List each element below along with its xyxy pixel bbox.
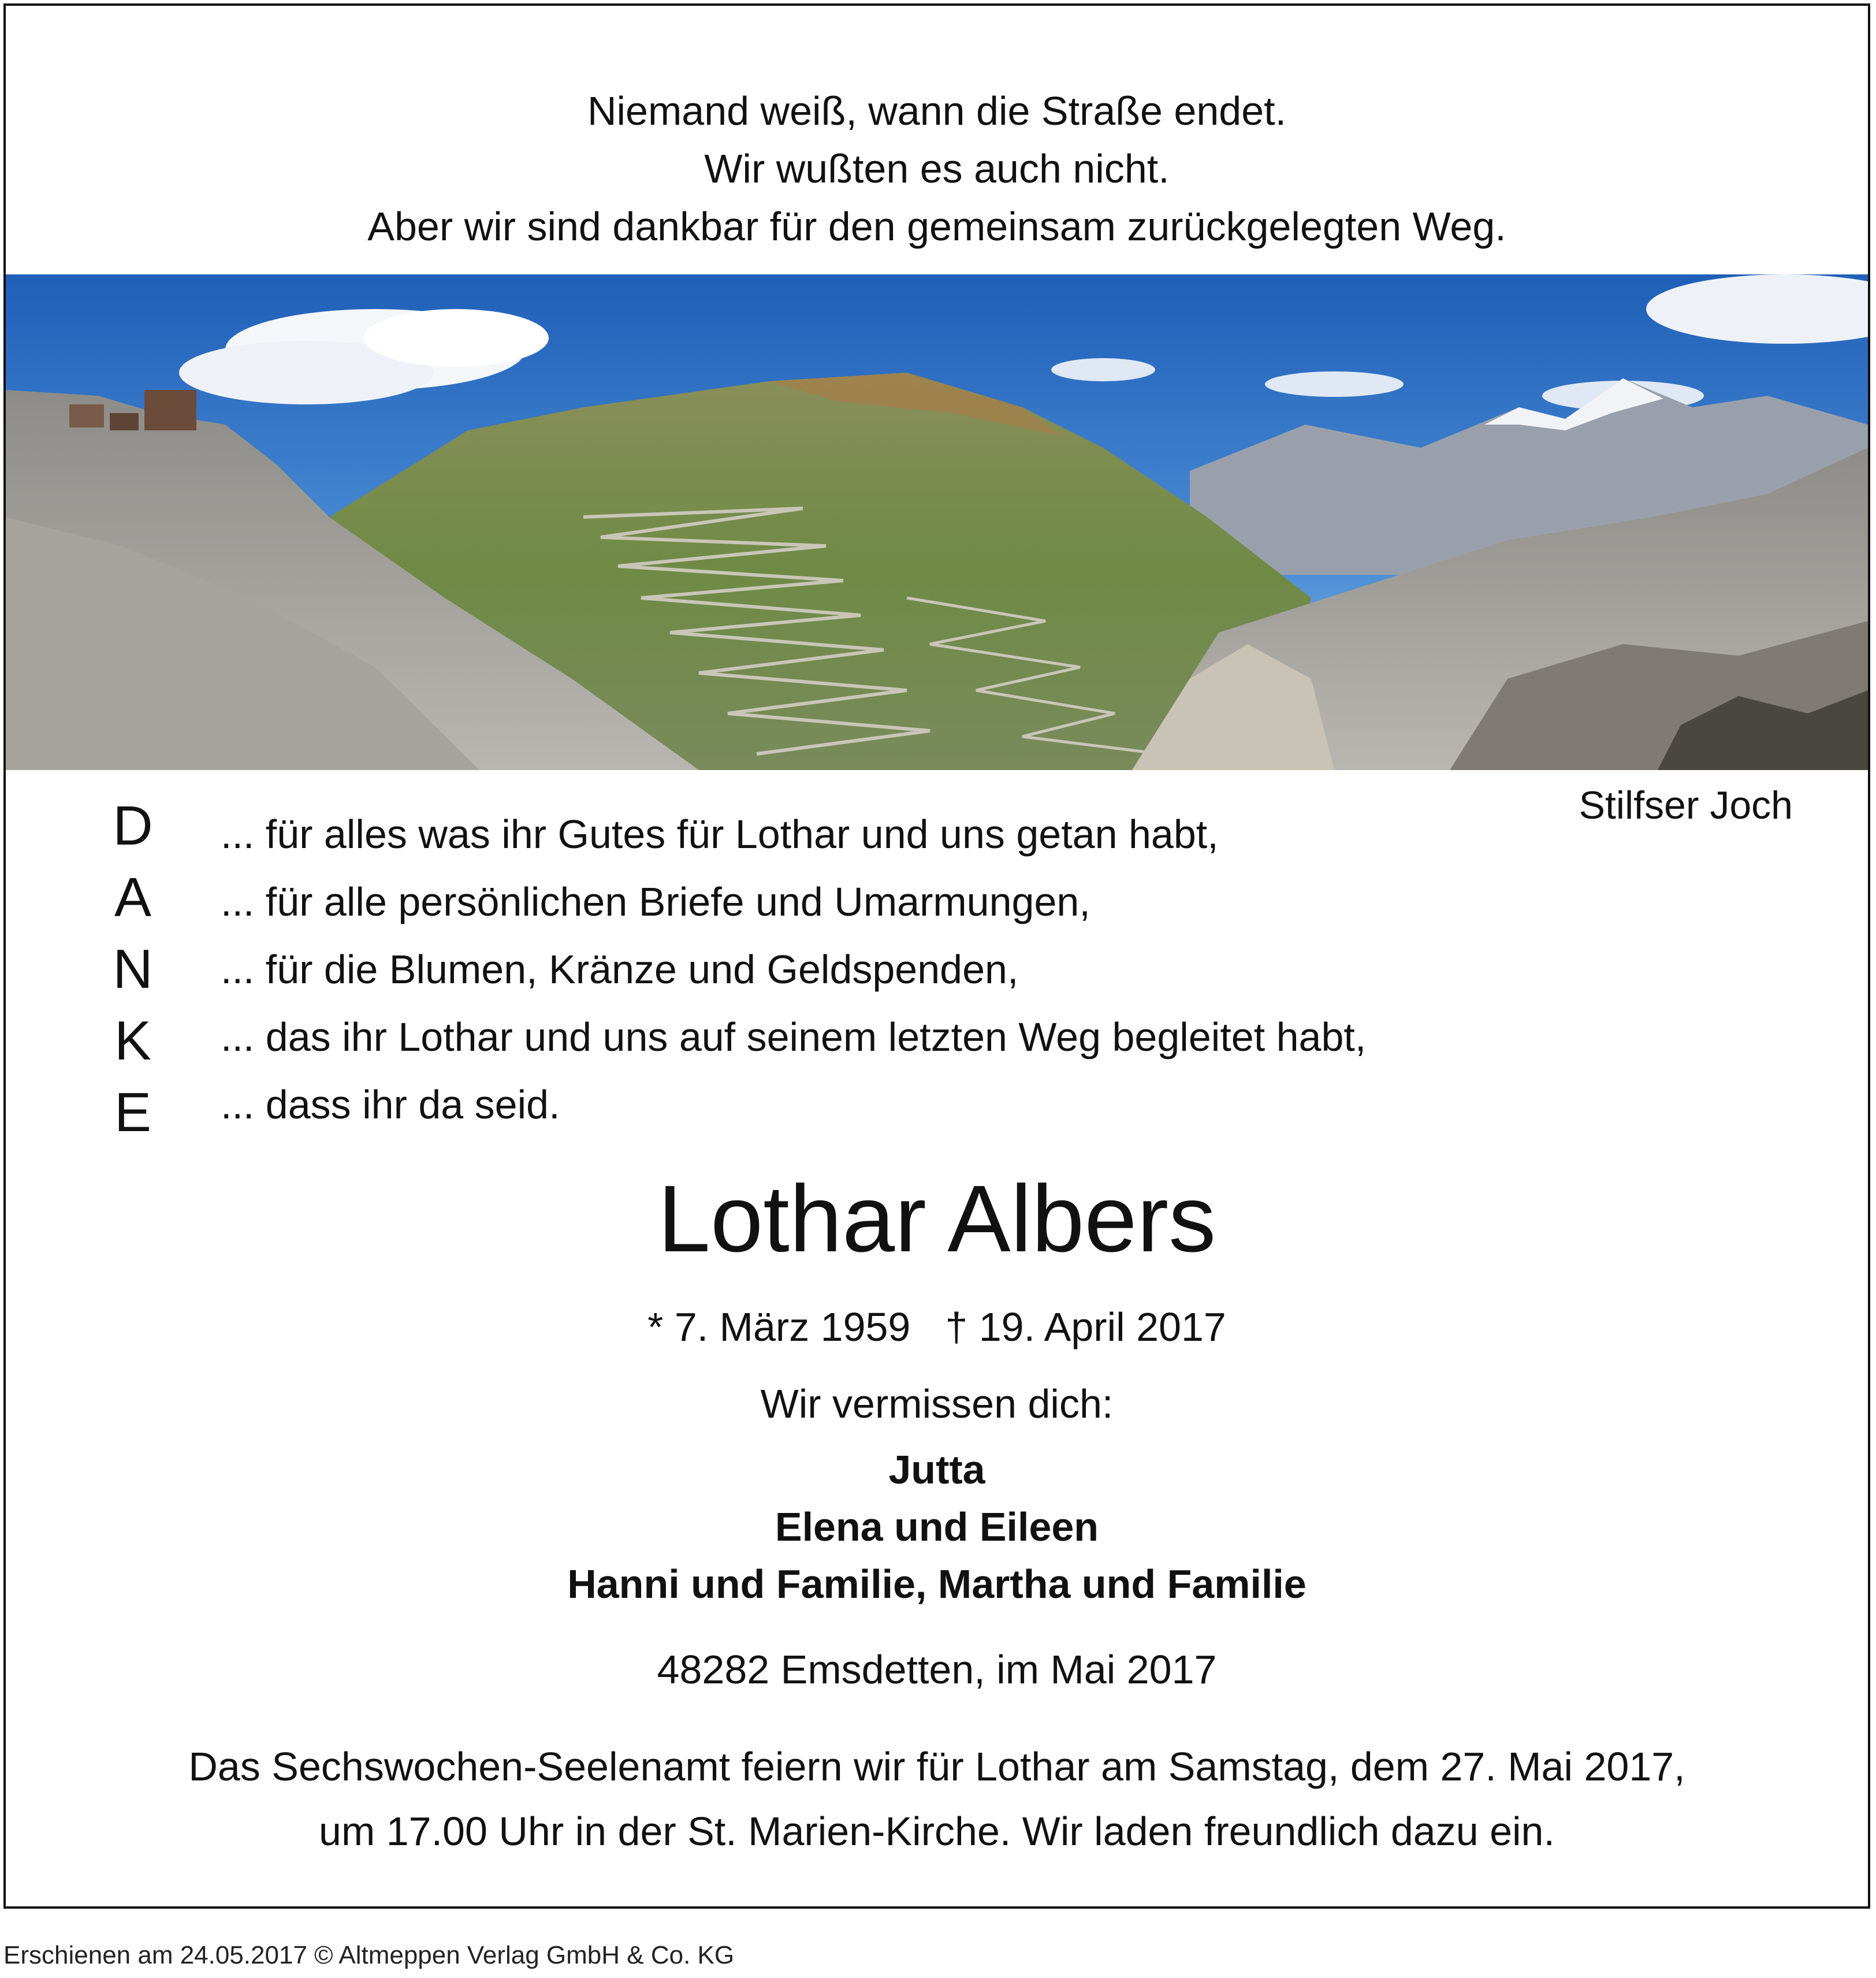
death-date: † 19. April 2017: [945, 1304, 1226, 1349]
thanks-line: ... das ihr Lothar und uns auf seinem letzten Weg begleitet habt,: [221, 1014, 1367, 1059]
obituary-frame: [3, 3, 1870, 1909]
acrostic-letter: A: [114, 867, 152, 928]
notice-line: um 17.00 Uhr in der St. Marien-Kirche. Wir laden freundlich dazu ein.: [319, 1809, 1555, 1854]
birth-date: * 7. März 1959: [647, 1304, 911, 1349]
mourner-name: Hanni und Familie, Martha und Familie: [567, 1561, 1306, 1607]
acrostic-letter: N: [113, 938, 153, 1000]
life-dates: [6, 1304, 1868, 1350]
thanks-line: ... für alles was ihr Gutes für Lothar und uns getan habt,: [221, 812, 1219, 857]
place-date: 48282 Emsdetten, im Mai 2017: [657, 1647, 1217, 1692]
quote-line: Aber wir sind dankbar für den gemeinsam zurückgelegten Weg.: [367, 204, 1506, 249]
photo-caption: Stilfser Joch: [1579, 783, 1793, 827]
acrostic-letter: K: [114, 1010, 152, 1072]
opening-quote: [6, 82, 1868, 255]
deceased-name: Lothar Albers: [657, 1166, 1216, 1271]
thanks-line: ... für alle persönlichen Briefe und Umarmungen,: [221, 879, 1090, 924]
thanks-list: [221, 801, 1366, 1139]
quote-line: Niemand weiß, wann die Straße endet.: [587, 88, 1287, 133]
acrostic-letter: D: [113, 795, 153, 857]
service-notice: [6, 1734, 1868, 1864]
mountain-pass-photo: [6, 274, 1868, 770]
mourners-intro: Wir vermissen dich:: [760, 1381, 1114, 1426]
acrostic-letter: E: [114, 1081, 152, 1143]
danke-acrostic: [104, 790, 162, 1148]
mountain-pass-illustration: [6, 274, 1868, 770]
quote-line: Wir wußten es auch nicht.: [704, 146, 1170, 191]
thanks-line: ... dass ihr da seid.: [221, 1082, 560, 1127]
publication-footer: Erschienen am 24.05.2017 © Altmeppen Verlag GmbH & Co. KG: [3, 1941, 735, 1969]
mourners-names: [6, 1441, 1868, 1613]
thanks-line: ... für die Blumen, Kränze und Geldspenden,: [221, 947, 1019, 992]
mourner-name: Elena und Eileen: [775, 1504, 1099, 1549]
mourner-name: Jutta: [888, 1447, 985, 1492]
notice-line: Das Sechswochen-Seelenamt feiern wir für Lothar am Samstag, dem 27. Mai 2017,: [188, 1744, 1685, 1789]
